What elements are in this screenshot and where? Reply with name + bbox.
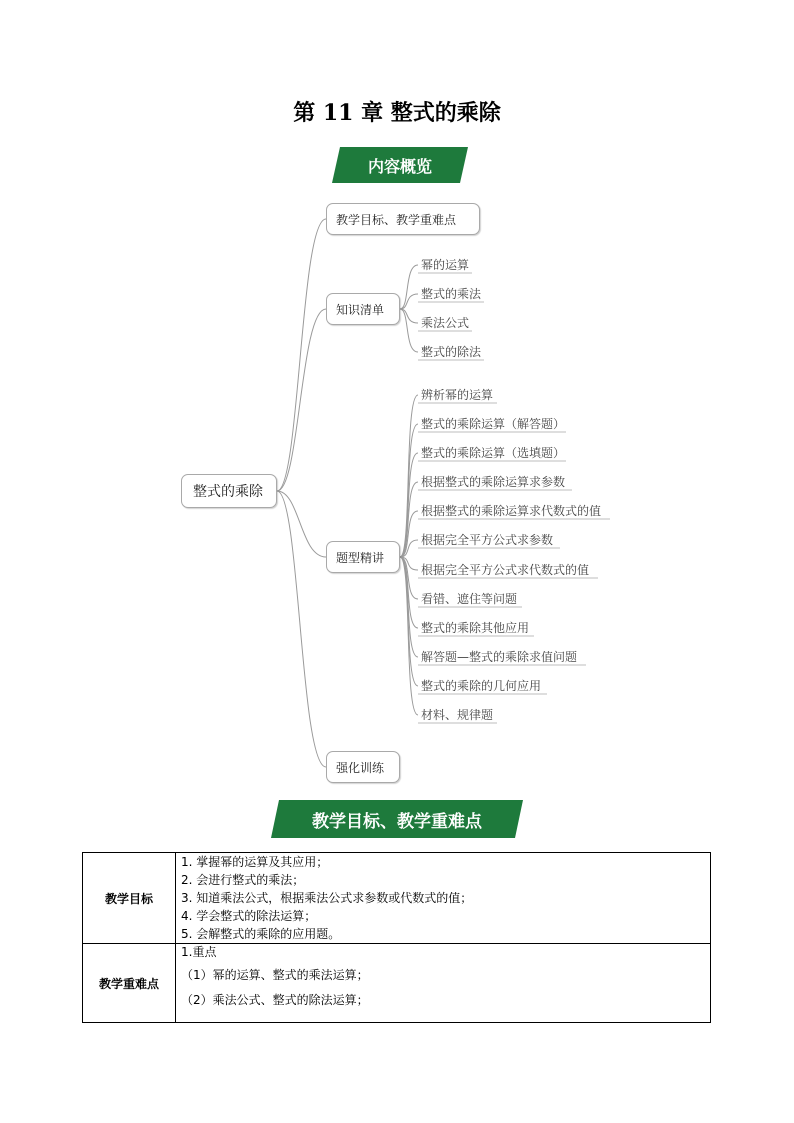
table-row (83, 944, 711, 1023)
content-line: （2）乘法公式、整式的除法运算； (181, 993, 369, 1007)
leaf-item: 根据整式的乘除运算求代数式的值 (421, 504, 602, 518)
branch-knowledge-list (326, 293, 400, 325)
branch-label: 强化训练 (336, 760, 385, 775)
content-line: 2. 会进行整式的乘法； (181, 873, 305, 887)
content-line: 3. 知道乘法公式，根据乘法公式求参数或代数式的值； (181, 891, 473, 905)
overview-banner-label: 内容概览 (367, 156, 432, 176)
content-line: （1）幂的运算、整式的乘法运算； (181, 968, 369, 982)
table-row (83, 853, 711, 944)
leaf-item: 根据完全平方公式求参数 (421, 533, 554, 547)
leaf-item: 乘法公式 (421, 316, 470, 330)
leaf-item: 解答题—整式的乘除求值问题 (421, 650, 578, 664)
branch-label: 教学目标、教学重难点 (336, 212, 457, 227)
leaf-item: 整式的乘除运算（解答题） (421, 417, 566, 431)
leaf-item: 整式的乘法 (421, 287, 482, 301)
leaf-item: 辨析幂的运算 (421, 388, 494, 402)
branch-reinforcement (326, 751, 400, 783)
leaf-item: 整式的乘除其他应用 (421, 621, 530, 635)
row-header: 教学目标 (83, 853, 176, 944)
content-line: 1.重点 (181, 945, 217, 959)
leaf-item: 幂的运算 (421, 258, 470, 272)
page-title: 第 11 章 整式的乘除 (293, 100, 501, 126)
leaf-item: 根据完全平方公式求代数式的值 (421, 563, 590, 577)
branch-label: 知识清单 (336, 302, 385, 317)
content-line: 4. 学会整式的除法运算； (181, 909, 317, 923)
branch-label: 题型精讲 (336, 550, 385, 565)
leaf-item: 根据整式的乘除运算求参数 (421, 475, 566, 489)
content-line: 1. 掌握幂的运算及其应用； (181, 855, 329, 869)
leaf-item: 整式的除法 (421, 345, 482, 359)
content-line: 5. 会解整式的乘除的应用题。 (181, 927, 341, 941)
objectives-table (82, 852, 711, 1023)
mindmap-root-node (181, 474, 277, 508)
leaf-item: 整式的乘除的几何应用 (421, 679, 542, 693)
leaf-item: 看错、遮住等问题 (421, 592, 518, 606)
root-label: 整式的乘除 (193, 484, 263, 500)
branch-question-types (326, 541, 400, 573)
objectives-banner-label: 教学目标、教学重难点 (312, 811, 482, 832)
objectives-banner (271, 800, 523, 838)
row-header: 教学重难点 (83, 944, 176, 1023)
row-content (176, 853, 711, 944)
leaf-item: 材料、规律题 (421, 708, 494, 722)
branch-objectives (326, 203, 480, 235)
leaf-item: 整式的乘除运算（选填题） (421, 446, 566, 460)
row-content (176, 944, 711, 1023)
